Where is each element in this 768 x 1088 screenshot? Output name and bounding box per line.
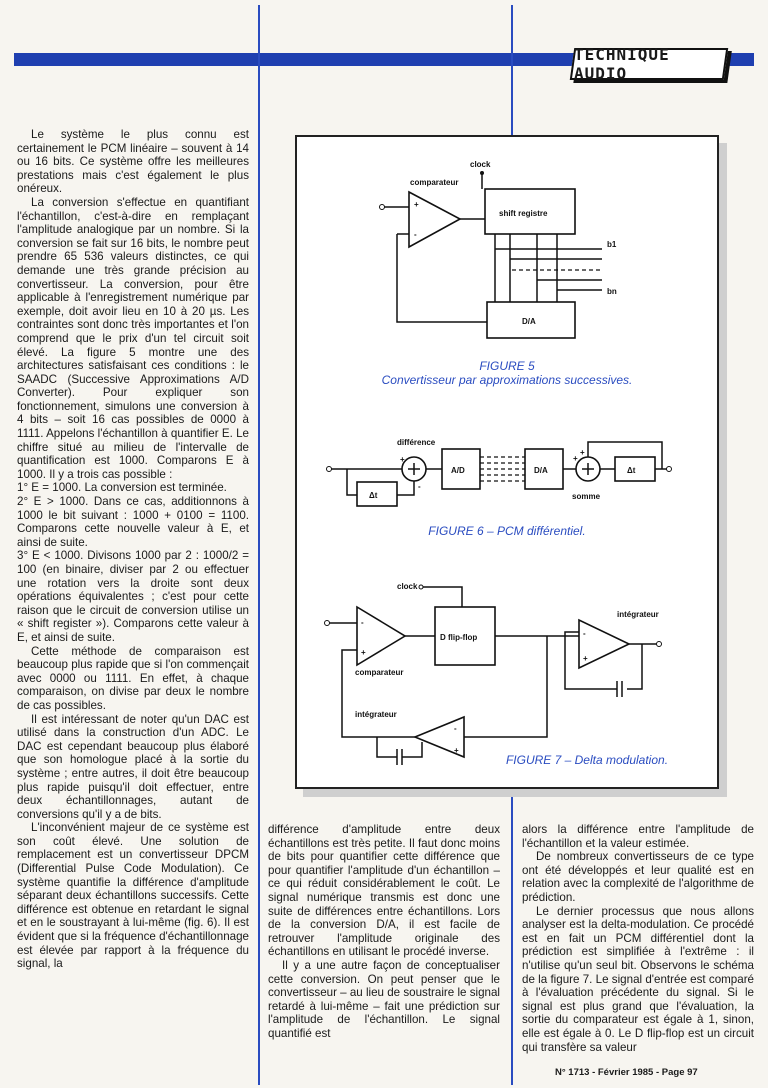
figure-6-diagram [327, 438, 672, 506]
section-rubric [570, 45, 728, 83]
text-column-3 [522, 823, 754, 1054]
plus-sign: + [583, 654, 588, 663]
integrator-2-label: intégrateur [617, 610, 659, 619]
figure-7-caption: FIGURE 7 – Delta modulation. [505, 753, 669, 767]
paragraph: 1° E = 1000. La conversion est terminée. [17, 481, 227, 495]
paragraph: De nombreux convertisseurs de ce type ont été développés et leur qualité est en relation avec la complexité de l'algorithme de prédiction. [522, 850, 754, 904]
paragraph: 3° E < 1000. Divisons 1000 par 2 : 1000/2 = 100 (en binaire, diviser par 2 ou effectuer une rotation vers la droite sont deux opérations équivalentes ; c'est pour cette raison que le circuit de conversion utilise un « shift register »). Comparons cette valeur à E, et ainsi de suite. [17, 549, 249, 644]
text-column-2 [268, 823, 500, 1041]
difference-label: différence [397, 438, 436, 447]
figure-6-caption: FIGURE 6 – PCM différentiel. [428, 524, 586, 538]
paragraph: Il est intéressant de noter qu'un DAC est utilisé dans la construction d'un ADC. Le DAC est cependant beaucoup plus élaboré que son homologue placé à la sortie du système ; entre autres, il doit être beaucoup plus rapide puisqu'il doit effectuer, entre deux échantillonnages, autant de conversions qu'il y a de bits. [17, 712, 249, 821]
delay-label-2: Δt [627, 466, 636, 475]
figures-diagram [297, 137, 717, 787]
page-footer: N° 1713 - Février 1985 - Page 97 [555, 1067, 698, 1078]
plus-sign: + [414, 200, 419, 209]
bit-bn-label: bn [607, 287, 617, 296]
paragraph: 2° E > 1000. Dans ce cas, additionnons à 1000 le bit suivant : 1000 + 0100 = 1100. Comparons cette nouvelle valeur à E, et ainsi de suite. [17, 495, 249, 549]
da-label: D/A [522, 317, 536, 326]
ad-label: A/D [451, 466, 465, 475]
column-rule-left [258, 5, 260, 1085]
paragraph: L'inconvénient majeur de ce système est son coût élevé. Une solution de remplacement est un convertisseur DPCM (Differential Pulse Code Modulation). Ce système quantifie la différence d'amplitude séparant deux échantillons successifs. Cette différence est obtenue en retardant le signal et en le soustrayant à lui-même (fig. 6). Il est évident que si la fréquence d'échantillonnage est élevée par rapport à la fréquence du signal, la [17, 821, 249, 971]
paragraph: La conversion s'effectue en quantifiant l'échantillon, c'est-à-dire en remplaçant l'amplitude analogique par un nombre. Si la conversion se fait sur 16 bits, le nombre peut prendre 65 536 valeurs distinctes, ce qui demande une très grande précision au convertisseur. La conversion, pour être applicable à l'enregistrement numérique par exemple, doit avoir lieu en 10 à 20 µs. Les contraintes sont donc très importantes et l'on comprend que le prix d'un tel circuit soit élevé. La figure 5 montre une des architectures satisfaisant ces conditions : le SAADC (Successive Approximations A/D Converter). Pour expliquer son fonctionnement, simulons une conversion à 4 bits – soit 16 cas possibles de 0000 à 1111. Appelons l'échantillon à quantifier E. Le chiffre situé au milieu de l'intervalle de quantification est 1000. Comparons E à 1000. Il y a trois cas possible : [17, 195, 249, 481]
comparator-label: comparateur [410, 178, 459, 187]
figure-5-text: Convertisseur par approximations successives. [381, 373, 633, 387]
clock-label: clock [470, 160, 491, 169]
paragraph: Le système le plus connu est certainement le PCM linéaire – souvent à 14 ou 16 bits. Ce système offre les meilleures prestations mais c'est également le plus onéreux. [17, 128, 249, 196]
comparator-label: comparateur [355, 668, 404, 677]
paragraph: Le dernier processus que nous allons analyser est la delta-modulation. Ce procédé est en fait un PCM différentiel dont la prédiction est simplifiée à l'extrême : il n'utilise qu'un seul bit. Observons le schéma de la figure 7. Le signal d'entrée est comparé à l'évaluation précédente du signal. Si le signal est plus grand que l'évaluation, la sortie du comparateur est égale à 1, sinon, elle est égale à 0. Le D flip-flop est un circuit qui transfère sa valeur [522, 904, 754, 1054]
paragraph: Il y a une autre façon de conceptualiser cette conversion. On peut penser que le convertisseur – au lieu de soustraire le signal retardé à lui-même – fait une prédiction sur l'amplitude de l'échantillon. Le signal quantifié est [268, 958, 500, 1040]
delay-label-1: Δt [369, 491, 378, 500]
d-flip-flop-label: D flip-flop [440, 633, 478, 642]
plus-sign: + [580, 448, 585, 457]
shift-register-label: shift registre [499, 209, 548, 218]
plus-sign: + [573, 454, 578, 463]
minus-sign: - [414, 230, 417, 239]
plus-sign: + [361, 648, 366, 657]
figure-5-caption [297, 359, 717, 387]
figure-5-diagram [380, 160, 617, 338]
paragraph: Cette méthode de comparaison est beaucoup plus rapide que si l'on commençait avec 0000 ou 1111. En effet, à chaque comparaison, on divise par deux le nombre de cas possibles. [17, 644, 249, 712]
rubric-label: TECHNIQUE AUDIO [574, 45, 670, 83]
integrator-1-label: intégrateur [355, 710, 397, 719]
bit-b1-label: b1 [607, 240, 617, 249]
clock-label: clock [397, 582, 418, 591]
plus-sign: + [454, 746, 459, 755]
minus-sign: - [454, 724, 457, 733]
text-column-1 [17, 128, 249, 971]
figure-7-diagram [325, 582, 662, 765]
sum-label: somme [572, 492, 601, 501]
paragraph: différence d'amplitude entre deux échantillons est très petite. Il faut donc moins de bits pour quantifier cette différence que pour quantifier l'amplitude d'un échantillon – ce qui réduit considérablement le coût. Le signal numérique transmis est donc une suite de différences entre échantillons. Lors de la conversion D/A, il est facile de retrouver l'amplitude originale des échantillons en utilisant le procédé inverse. [268, 823, 500, 959]
minus-sign: - [418, 482, 421, 491]
column-rule-right-top [511, 5, 513, 135]
plus-sign: + [400, 455, 405, 464]
figures-panel [295, 135, 719, 789]
da-label: D/A [534, 466, 548, 475]
figure-5-title: FIGURE 5 [479, 359, 535, 373]
column-rule-right-bottom [511, 790, 513, 1085]
minus-sign: - [361, 618, 364, 627]
paragraph: alors la différence entre l'amplitude de l'échantillon et la valeur estimée. [522, 823, 754, 850]
minus-sign: - [583, 629, 586, 638]
